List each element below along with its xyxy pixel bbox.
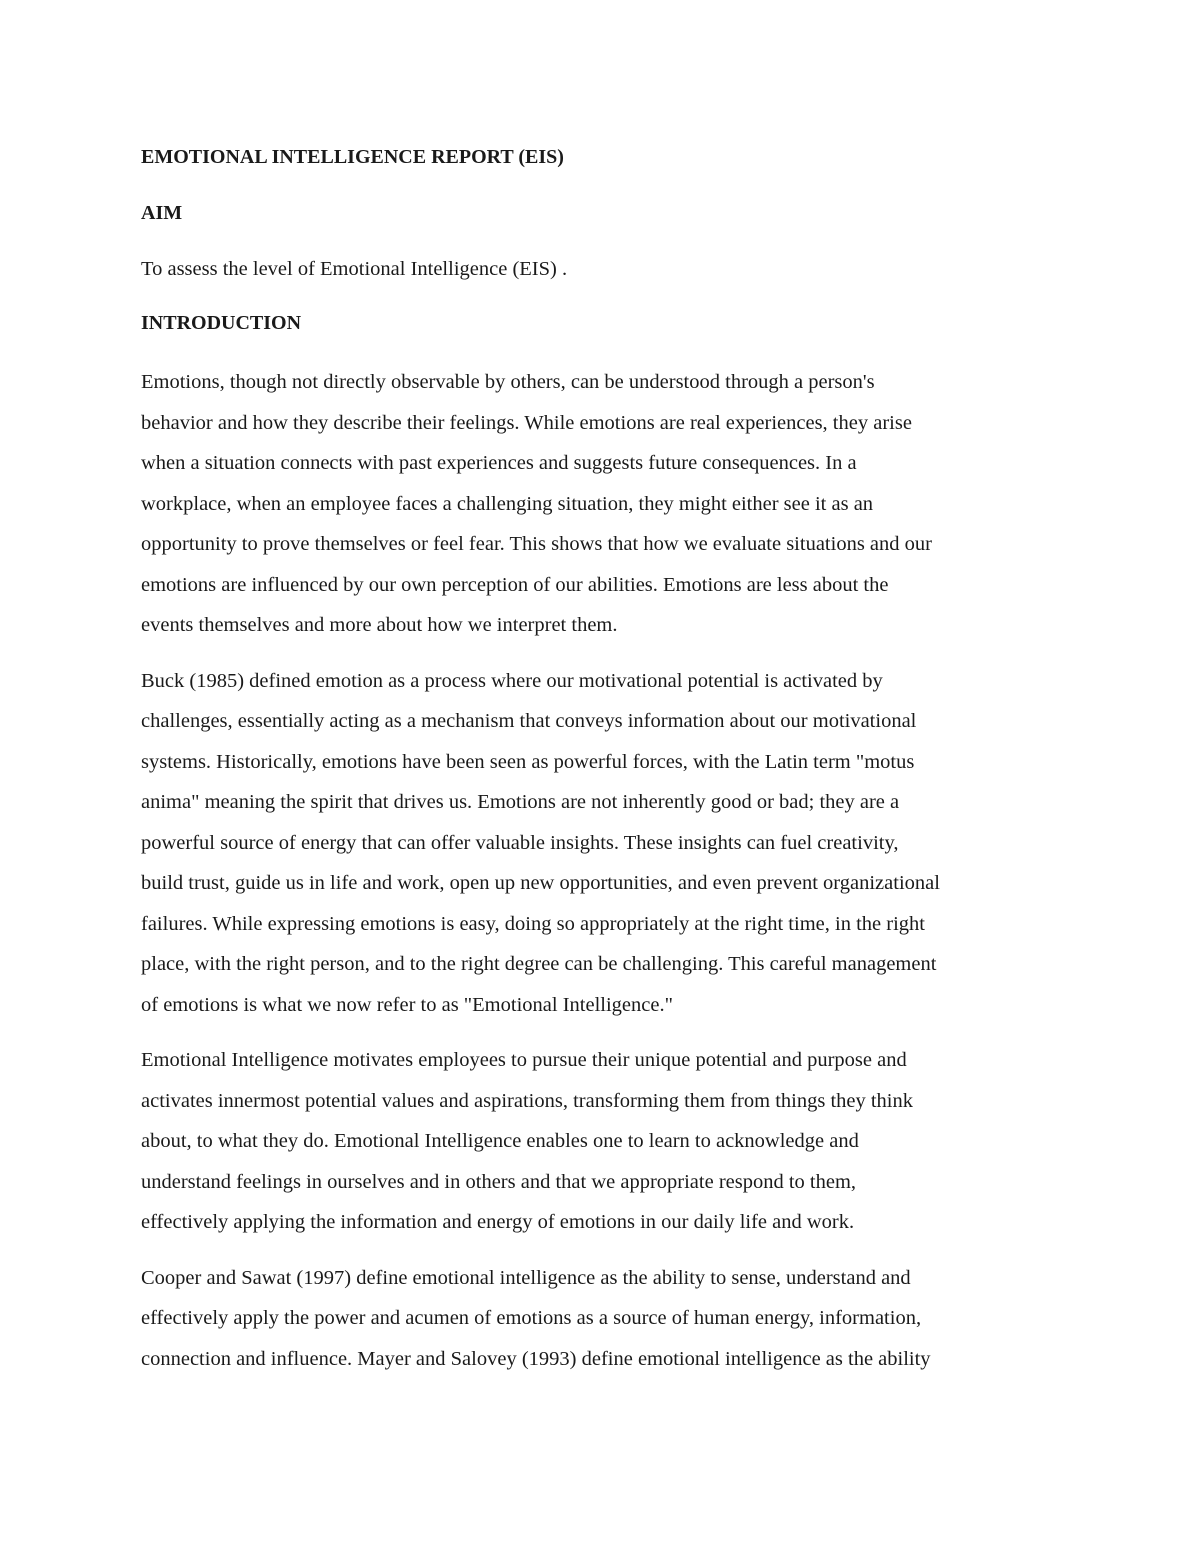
paragraph-3 xyxy=(141,1040,1071,1243)
paragraph-line: understand feelings in ourselves and in others and that we appropriate respond to them, xyxy=(141,1170,857,1193)
aim-heading: AIM xyxy=(141,202,183,224)
introduction-heading: INTRODUCTION xyxy=(141,312,302,334)
paragraph-line: Cooper and Sawat (1997) define emotional intelligence as the ability to sense, understand and xyxy=(141,1266,911,1289)
paragraph-line: about, to what they do. Emotional Intelligence enables one to learn to acknowledge and xyxy=(141,1130,859,1152)
paragraph-line: powerful source of energy that can offer valuable insights. These insights can fuel creativity, xyxy=(141,831,899,854)
paragraph-1 xyxy=(141,362,1071,646)
document-title: EMOTIONAL INTELLIGENCE REPORT (EIS) xyxy=(141,146,564,168)
paragraph-line: challenges, essentially acting as a mechanism that conveys information about our motivational xyxy=(141,710,917,732)
paragraph-line: events themselves and more about how we interpret them. xyxy=(141,614,618,636)
paragraph-line: Emotions, though not directly observable by others, can be understood through a person's xyxy=(141,371,875,393)
paragraph-line: activates innermost potential values and aspirations, transforming them from things they think xyxy=(141,1089,914,1112)
document-body xyxy=(141,142,1071,1379)
paragraph-line: of emotions is what we now refer to as "Emotional Intelligence." xyxy=(141,993,673,1016)
paragraph-line: workplace, when an employee faces a challenging situation, they might either see it as an xyxy=(141,492,874,515)
paragraph-line: Emotional Intelligence motivates employees to pursue their unique potential and purpose and xyxy=(141,1049,907,1071)
paragraph-line: effectively apply the power and acumen of emotions as a source of human energy, information, xyxy=(141,1307,922,1329)
paragraph-4 xyxy=(141,1258,1071,1380)
paragraph-line: build trust, guide us in life and work, open up new opportunities, and even prevent organizational xyxy=(141,872,940,894)
paragraph-line: when a situation connects with past experiences and suggests future consequences. In a xyxy=(141,452,857,474)
paragraph-line: failures. While expressing emotions is easy, doing so appropriately at the right time, in the right xyxy=(141,912,925,935)
paragraph-line: opportunity to prove themselves or feel fear. This shows that how we evaluate situations and our xyxy=(141,533,932,555)
aim-text: To assess the level of Emotional Intelligence (EIS) . xyxy=(141,258,568,280)
paragraph-line: behavior and how they describe their feelings. While emotions are real experiences, they arise xyxy=(141,411,912,434)
paragraph-line: systems. Historically, emotions have been seen as powerful forces, with the Latin term "motus xyxy=(141,750,915,773)
paragraph-line: anima" meaning the spirit that drives us. Emotions are not inherently good or bad; they are a xyxy=(141,791,900,813)
paragraph-line: emotions are influenced by our own perception of our abilities. Emotions are less about the xyxy=(141,573,889,596)
paragraph-line: place, with the right person, and to the right degree can be challenging. This careful management xyxy=(141,953,937,975)
paragraph-line: Buck (1985) defined emotion as a process where our motivational potential is activated by xyxy=(141,669,883,692)
paragraph-2 xyxy=(141,661,1071,1026)
paragraph-line: effectively applying the information and energy of emotions in our daily life and work. xyxy=(141,1211,855,1233)
paragraph-line: connection and influence. Mayer and Salovey (1993) define emotional intelligence as the ability xyxy=(141,1347,931,1370)
